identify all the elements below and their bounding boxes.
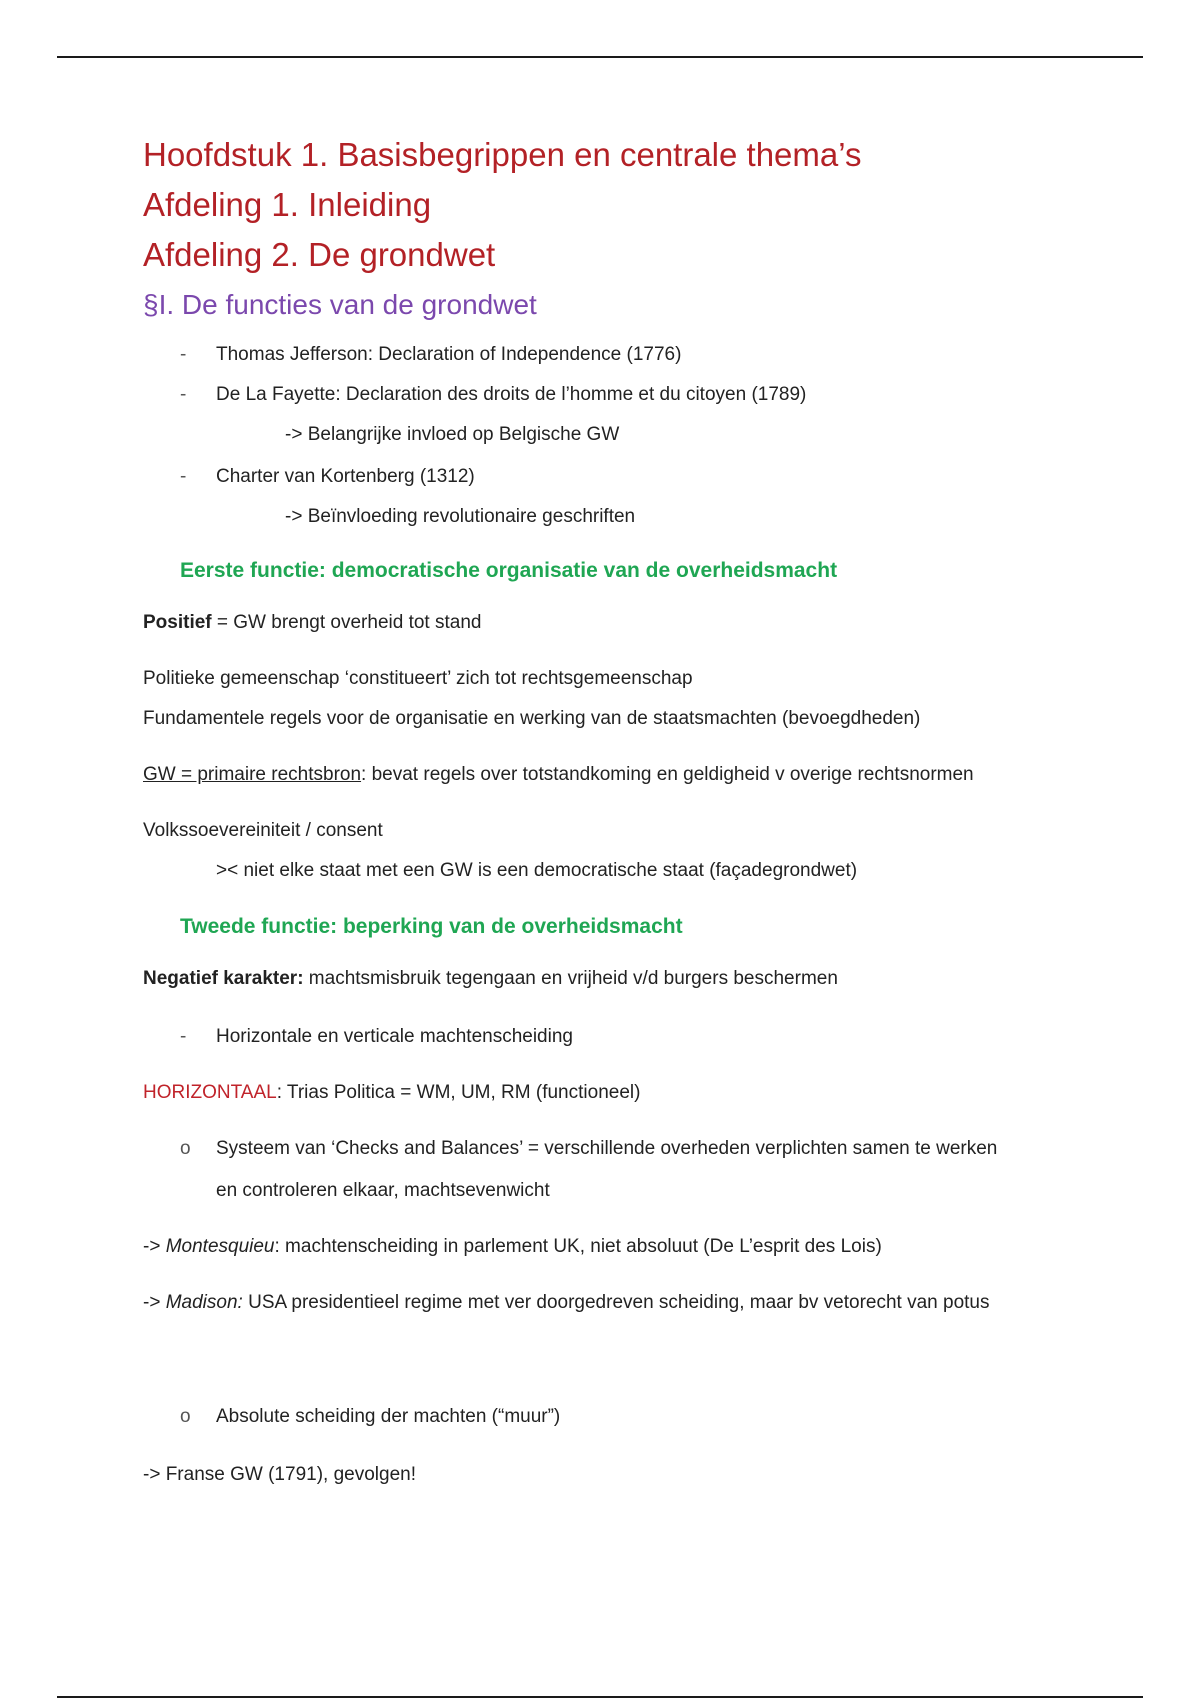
circle-bullet: o	[180, 1406, 191, 1427]
list-subitem: -> Belangrijke invloed op Belgische GW	[285, 424, 620, 445]
section-heading-inleiding: Afdeling 1. Inleiding	[143, 186, 432, 223]
list-item	[143, 464, 1063, 490]
dash-bullet: -	[180, 466, 187, 487]
paragraph-indented: >< niet elke staat met een GW is een democratische staat (façadegrondwet)	[216, 860, 858, 881]
subsection-heading: §I. De functies van de grondwet	[143, 289, 537, 320]
paragraph: Negatief karakter: machtsmisbruik tegengaan en vrijheid v/d burgers beschermen	[143, 968, 838, 989]
bottom-rule	[57, 1696, 1143, 1698]
list-item-continuation: en controleren elkaar, machtsevenwicht	[216, 1180, 550, 1201]
list-item	[143, 342, 1063, 368]
paragraph: Fundamentele regels voor de organisatie en werking van de staatsmachten (bevoegdheden)	[143, 708, 921, 729]
name-montesquieu: Montesquieu	[165, 1236, 275, 1257]
dash-bullet: -	[180, 344, 187, 365]
dash-bullet: -	[180, 384, 187, 405]
paragraph: Volkssoevereiniteit / consent	[143, 820, 383, 841]
list-item	[143, 1024, 1063, 1050]
term-positief: Positief	[143, 612, 212, 633]
list-item-text: Absolute scheiding der machten (“muur”)	[216, 1406, 561, 1427]
paragraph: Positief = GW brengt overheid tot stand	[143, 612, 482, 633]
name-madison: Madison:	[165, 1292, 243, 1313]
list-item	[143, 1404, 1063, 1430]
paragraph: -> Madison: USA presidentieel regime met ver doorgedreven scheiding, maar bv vetorecht van potus	[143, 1292, 990, 1313]
paragraph: HORIZONTAAL: Trias Politica = WM, UM, RM (functioneel)	[143, 1082, 641, 1103]
list-subitem: -> Beïnvloeding revolutionaire geschriften	[285, 506, 636, 527]
function-heading-2: Tweede functie: beperking van de overheidsmacht	[180, 915, 683, 938]
top-rule	[57, 56, 1143, 58]
list-item-text: Thomas Jefferson: Declaration of Independence (1776)	[216, 344, 682, 365]
chapter-heading: Hoofdstuk 1. Basisbegrippen en centrale thema’s	[143, 136, 862, 173]
paragraph: GW = primaire rechtsbron: bevat regels over totstandkoming en geldigheid v overige rechtsnormen	[143, 764, 974, 785]
list-item-text: Systeem van ‘Checks and Balances’ = verschillende overheden verplichten samen te werken	[216, 1138, 998, 1159]
term-negatief: Negatief karakter:	[143, 968, 304, 989]
list-item	[143, 382, 1063, 408]
dash-bullet: -	[180, 1026, 187, 1047]
section-heading-grondwet: Afdeling 2. De grondwet	[143, 236, 496, 273]
function-heading-1: Eerste functie: democratische organisatie van de overheidsmacht	[180, 559, 838, 582]
list-item-text: Horizontale en verticale machtenscheiding	[216, 1026, 573, 1047]
term-horizontaal: HORIZONTAAL	[143, 1082, 277, 1103]
paragraph: -> Franse GW (1791), gevolgen!	[143, 1464, 416, 1485]
list-item	[143, 1136, 1063, 1162]
paragraph: -> Montesquieu: machtenscheiding in parlement UK, niet absoluut (De L’esprit des Lois)	[143, 1236, 882, 1257]
term-primaire-rechtsbron: GW = primaire rechtsbron	[143, 764, 362, 785]
paragraph: Politieke gemeenschap ‘constitueert’ zich tot rechtsgemeenschap	[143, 668, 693, 689]
document-body	[143, 130, 1063, 1488]
list-item-text: Charter van Kortenberg (1312)	[216, 466, 475, 487]
circle-bullet: o	[180, 1138, 191, 1159]
list-item-text: De La Fayette: Declaration des droits de l’homme et du citoyen (1789)	[216, 384, 807, 405]
